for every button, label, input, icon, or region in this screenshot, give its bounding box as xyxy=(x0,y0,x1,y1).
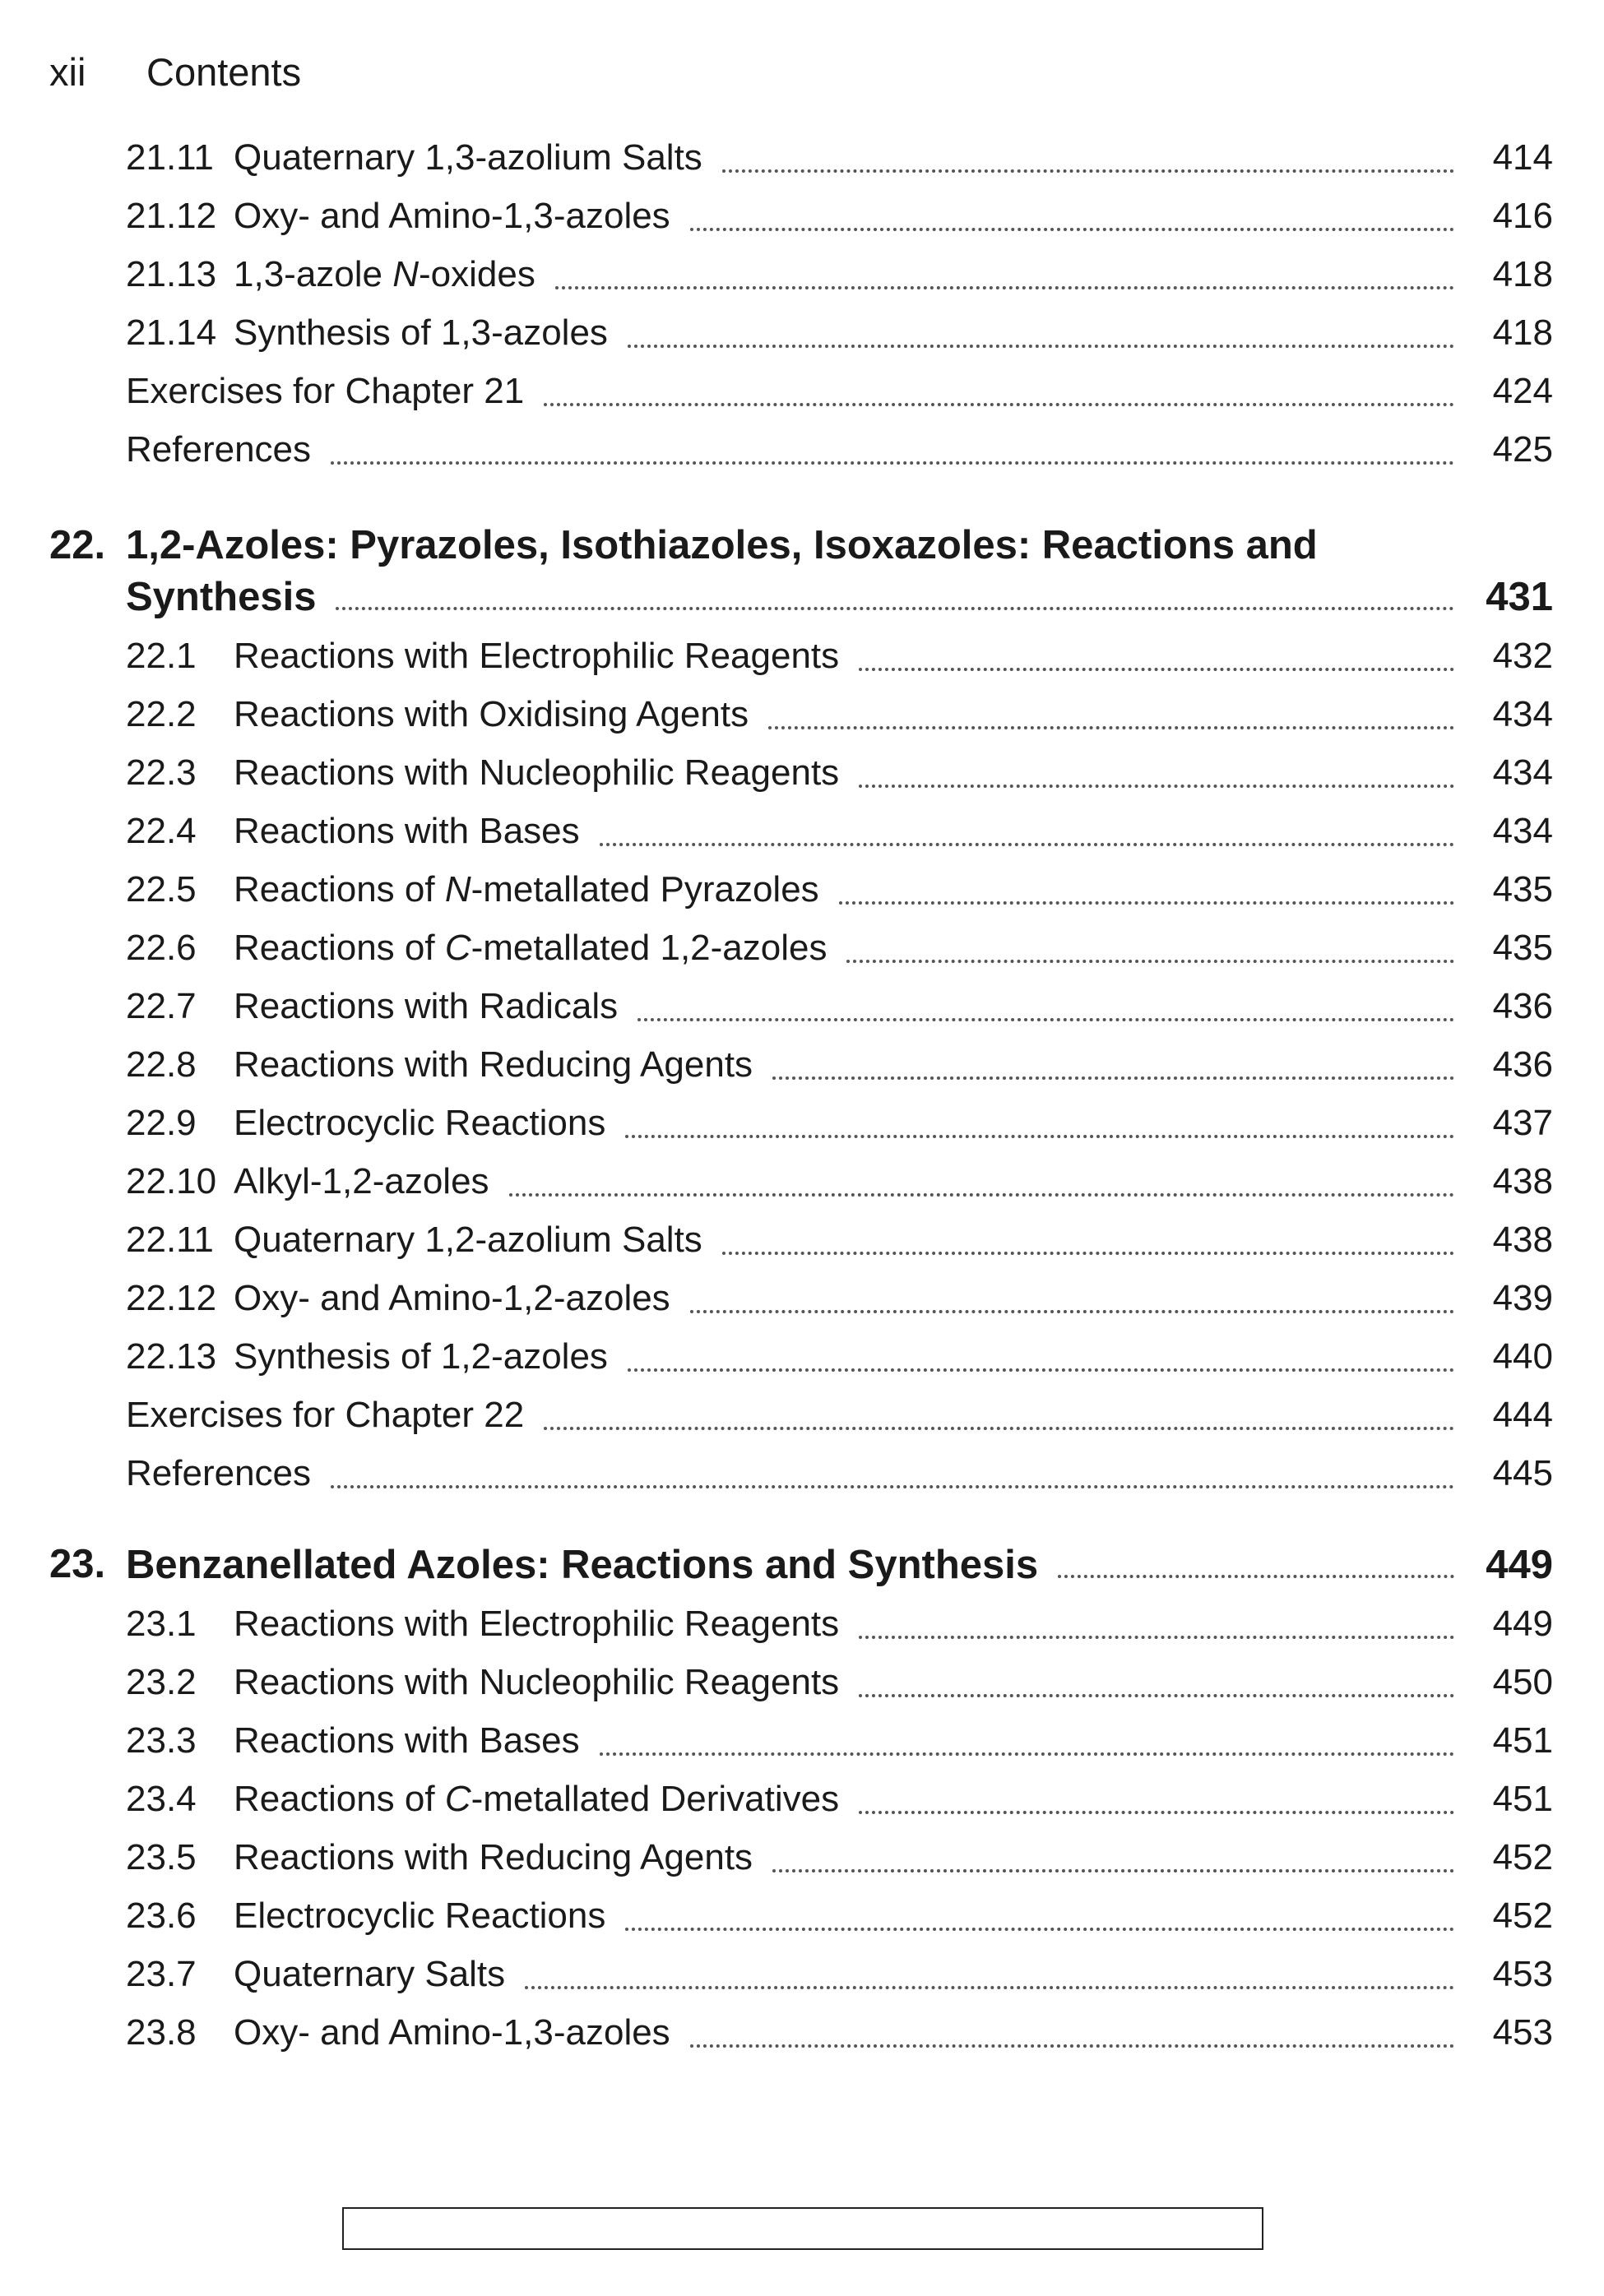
section-page-number: 437 xyxy=(1492,1103,1553,1143)
toc-entry[interactable] xyxy=(49,303,1553,362)
section-page-number: 444 xyxy=(1492,1395,1553,1435)
section-title-italic: C xyxy=(444,928,471,968)
section-page-number: 434 xyxy=(1492,811,1553,851)
section-page-number: 435 xyxy=(1492,869,1553,910)
dot-leader xyxy=(555,245,1479,303)
dot-leader xyxy=(690,187,1479,245)
dot-leader xyxy=(859,1770,1479,1828)
page-folio: xii xyxy=(49,50,86,94)
dot-leader xyxy=(768,685,1479,743)
section-page-number: 445 xyxy=(1492,1453,1553,1493)
toc-entry[interactable] xyxy=(49,1269,1553,1327)
dot-leader xyxy=(509,1152,1479,1210)
section-title: References xyxy=(126,1453,312,1493)
section-number: 23.5 xyxy=(126,1837,197,1877)
section-number: 23.4 xyxy=(126,1779,197,1819)
toc-entry[interactable] xyxy=(49,1094,1553,1152)
toc-entry[interactable] xyxy=(49,1327,1553,1386)
section-title xyxy=(234,1770,859,1828)
dot-leader xyxy=(722,1210,1479,1269)
section-number: 21.13 xyxy=(126,254,217,294)
section-number: 23.8 xyxy=(126,2012,197,2053)
section-title-italic: N xyxy=(444,869,471,910)
section-number: 22.8 xyxy=(126,1044,197,1085)
toc-entry[interactable] xyxy=(49,1828,1553,1886)
dot-leader xyxy=(331,420,1479,479)
dot-leader xyxy=(544,362,1479,420)
dot-leader xyxy=(722,128,1479,187)
section-title xyxy=(234,860,839,919)
section-page-number: 440 xyxy=(1492,1336,1553,1377)
section-title: Reactions with Electrophilic Reagents xyxy=(234,636,840,676)
section-number: 22.3 xyxy=(126,752,197,793)
section-number: 22.13 xyxy=(126,1336,217,1377)
chapter-title: Benzanellated Azoles: Reactions and Synthesis xyxy=(126,1543,1039,1587)
section-title xyxy=(234,245,555,303)
toc-entry[interactable] xyxy=(49,1035,1553,1094)
section-page-number: 416 xyxy=(1492,196,1553,236)
footer-box xyxy=(342,2207,1263,2250)
section-page-number: 418 xyxy=(1492,254,1553,294)
section-title: Reactions with Reducing Agents xyxy=(234,1044,753,1085)
chapter-title-line1: 1,2-Azoles: Pyrazoles, Isothiazoles, Isoxazoles: Reactions and xyxy=(126,523,1318,567)
toc-entry[interactable] xyxy=(49,1770,1553,1828)
section-title-part: Reactions of xyxy=(234,869,445,910)
chapter-heading[interactable] xyxy=(49,520,1553,623)
section-title: Reactions with Nucleophilic Reagents xyxy=(234,1662,840,1702)
dot-leader xyxy=(772,1828,1479,1886)
toc-entry[interactable] xyxy=(49,420,1553,479)
toc-entry[interactable] xyxy=(49,1595,1553,1653)
section-page-number: 452 xyxy=(1492,1837,1553,1877)
section-page-number: 453 xyxy=(1492,2012,1553,2053)
section-number: 21.14 xyxy=(126,312,217,353)
section-page-number: 434 xyxy=(1492,752,1553,793)
section-page-number: 425 xyxy=(1492,429,1553,470)
toc-entry[interactable] xyxy=(49,627,1553,685)
section-page-number: 414 xyxy=(1492,137,1553,178)
section-title: Electrocyclic Reactions xyxy=(234,1103,606,1143)
section-number: 23.7 xyxy=(126,1954,197,1994)
section-title-italic: N xyxy=(392,254,420,294)
section-title-part: -metallated Pyrazoles xyxy=(471,869,819,910)
table-of-contents xyxy=(49,128,1553,2062)
section-number: 22.5 xyxy=(126,869,197,910)
section-title: Reactions with Bases xyxy=(234,811,580,851)
dot-leader xyxy=(628,303,1479,362)
section-number: 23.6 xyxy=(126,1896,197,1936)
section-title: Alkyl-1,2-azoles xyxy=(234,1161,489,1201)
toc-entry[interactable] xyxy=(49,860,1553,919)
section-number: 22.4 xyxy=(126,811,197,851)
chapter-page-number: 431 xyxy=(1486,575,1553,619)
section-page-number: 453 xyxy=(1492,1954,1553,1994)
section-title: Exercises for Chapter 22 xyxy=(126,1395,525,1435)
section-page-number: 450 xyxy=(1492,1662,1553,1702)
section-title: Electrocyclic Reactions xyxy=(234,1896,606,1936)
section-title: Reactions with Radicals xyxy=(234,986,619,1026)
section-page-number: 435 xyxy=(1492,928,1553,968)
toc-entry[interactable] xyxy=(49,187,1553,245)
dot-leader xyxy=(625,1886,1479,1945)
section-title: Exercises for Chapter 21 xyxy=(126,371,525,411)
toc-entry[interactable] xyxy=(49,245,1553,303)
section-title xyxy=(234,919,846,977)
section-number: 22.12 xyxy=(126,1278,217,1318)
section-number: 22.7 xyxy=(126,986,197,1026)
chapter-heading[interactable] xyxy=(49,1539,1553,1591)
section-page-number: 432 xyxy=(1492,636,1553,676)
section-title: Quaternary 1,3-azolium Salts xyxy=(234,137,702,178)
section-title-part: Reactions of xyxy=(234,1779,445,1819)
section-title: Reactions with Reducing Agents xyxy=(234,1837,753,1877)
toc-entry[interactable] xyxy=(49,802,1553,860)
section-number: 21.12 xyxy=(126,196,217,236)
section-title-part: -metallated 1,2-azoles xyxy=(471,928,827,968)
toc-entry[interactable] xyxy=(49,1711,1553,1770)
section-page-number: 452 xyxy=(1492,1896,1553,1936)
toc-entry[interactable] xyxy=(49,1653,1553,1711)
dot-leader xyxy=(525,1945,1479,2003)
section-title: Oxy- and Amino-1,3-azoles xyxy=(234,2012,670,2053)
chapter-page-number: 449 xyxy=(1486,1543,1553,1587)
section-number: 22.6 xyxy=(126,928,197,968)
section-title: Reactions with Bases xyxy=(234,1720,580,1761)
section-title: Reactions with Nucleophilic Reagents xyxy=(234,752,840,793)
toc-entry[interactable] xyxy=(49,919,1553,977)
section-number: 23.3 xyxy=(126,1720,197,1761)
dot-leader xyxy=(336,571,1479,623)
section-page-number: 418 xyxy=(1492,312,1553,353)
section-page-number: 438 xyxy=(1492,1161,1553,1201)
section-title: Oxy- and Amino-1,2-azoles xyxy=(234,1278,670,1318)
section-number: 22.10 xyxy=(126,1161,217,1201)
section-page-number: 439 xyxy=(1492,1278,1553,1318)
section-title-part: -metallated Derivatives xyxy=(471,1779,840,1819)
section-title-part: -oxides xyxy=(419,254,535,294)
dot-leader xyxy=(600,802,1479,860)
section-title-italic: C xyxy=(444,1779,471,1819)
section-page-number: 449 xyxy=(1492,1604,1553,1644)
toc-entry[interactable] xyxy=(49,1444,1553,1502)
section-page-number: 436 xyxy=(1492,1044,1553,1085)
toc-entry[interactable] xyxy=(49,362,1553,420)
section-number: 22.11 xyxy=(126,1220,214,1260)
dot-leader xyxy=(772,1035,1479,1094)
section-page-number: 451 xyxy=(1492,1779,1553,1819)
dot-leader xyxy=(859,1653,1479,1711)
dot-leader xyxy=(839,860,1479,919)
section-title: Synthesis of 1,3-azoles xyxy=(234,312,608,353)
dot-leader xyxy=(600,1711,1479,1770)
toc-entry[interactable] xyxy=(49,685,1553,743)
section-page-number: 451 xyxy=(1492,1720,1553,1761)
dot-leader xyxy=(690,2003,1479,2062)
section-page-number: 438 xyxy=(1492,1220,1553,1260)
section-number: 23.1 xyxy=(126,1604,197,1644)
dot-leader xyxy=(859,743,1479,802)
toc-entry[interactable] xyxy=(49,1945,1553,2003)
section-number: 23.2 xyxy=(126,1662,197,1702)
toc-entry[interactable] xyxy=(49,743,1553,802)
section-title: Oxy- and Amino-1,3-azoles xyxy=(234,196,670,236)
section-title: References xyxy=(126,429,312,470)
chapter-title: Synthesis xyxy=(126,575,317,619)
section-title: Reactions with Electrophilic Reagents xyxy=(234,1604,840,1644)
dot-leader xyxy=(625,1094,1479,1152)
section-number: 22.2 xyxy=(126,694,197,734)
section-page-number: 434 xyxy=(1492,694,1553,734)
section-number: 22.1 xyxy=(126,636,197,676)
toc-entry[interactable] xyxy=(49,977,1553,1035)
running-head xyxy=(49,48,301,97)
toc-entry[interactable] xyxy=(49,128,1553,187)
dot-leader xyxy=(846,919,1479,977)
section-title: Quaternary Salts xyxy=(234,1954,506,1994)
section-title: Reactions with Oxidising Agents xyxy=(234,694,749,734)
section-title: Quaternary 1,2-azolium Salts xyxy=(234,1220,702,1260)
toc-entry[interactable] xyxy=(49,1886,1553,1945)
toc-entry[interactable] xyxy=(49,1152,1553,1210)
section-title-part: 1,3-azole xyxy=(234,254,393,294)
section-page-number: 436 xyxy=(1492,986,1553,1026)
section-page-number: 424 xyxy=(1492,371,1553,411)
dot-leader xyxy=(331,1444,1479,1502)
chapter-number: 23. xyxy=(49,1542,106,1586)
dot-leader xyxy=(637,977,1479,1035)
toc-entry[interactable] xyxy=(49,2003,1553,2062)
section-number: 22.9 xyxy=(126,1103,197,1143)
dot-leader xyxy=(859,1595,1479,1653)
section-title: Synthesis of 1,2-azoles xyxy=(234,1336,608,1377)
dot-leader xyxy=(859,627,1479,685)
dot-leader xyxy=(1058,1539,1479,1591)
dot-leader xyxy=(544,1386,1479,1444)
dot-leader xyxy=(628,1327,1479,1386)
running-head-title: Contents xyxy=(146,50,302,94)
dot-leader xyxy=(690,1269,1479,1327)
chapter-number: 22. xyxy=(49,523,106,567)
section-title-part: Reactions of xyxy=(234,928,445,968)
toc-entry[interactable] xyxy=(49,1210,1553,1269)
section-number: 21.11 xyxy=(126,137,214,178)
toc-entry[interactable] xyxy=(49,1386,1553,1444)
